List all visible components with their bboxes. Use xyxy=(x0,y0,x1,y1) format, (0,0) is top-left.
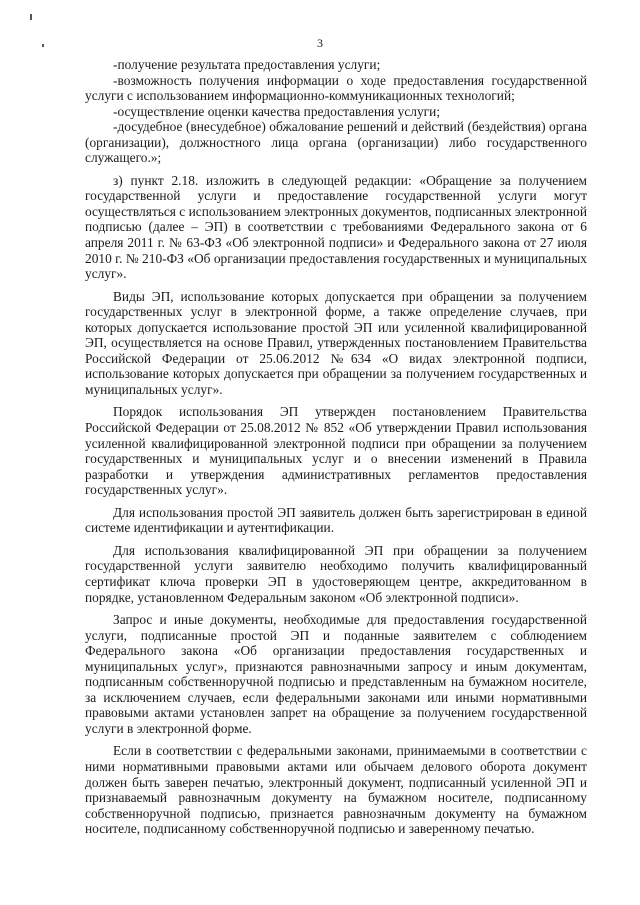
paragraph: Если в соответствии с федеральными законами, принимаемыми в соответствии с ними нормативными правовыми актами или обычаем делового оборота документ должен быть заверен печатью, электронный документ, подписанный усиленной ЭП и признаваемый равнозначным документу на бумажном носителе, подписанному собственноручной подписью, признается равнозначным документу на бумажном носителе, подписанному собственноручной подписью и заверенному печатью. xyxy=(85,743,587,837)
paragraph: Для использования квалифицированной ЭП при обращении за получением государственной услуги заявителю необходимо получить квалифицированный сертификат ключа проверки ЭП в удостоверяющем центре, аккредитованном в порядке, установленном Федеральным законом «Об электронной подписи». xyxy=(85,542,587,605)
paragraph: Запрос и иные документы, необходимые для предоставления государственной услуги, подписанные простой ЭП и поданные заявителем с соблюдением Федерального закона «Об организации предоставления государственных и муниципальных услуг», признаются равнозначными запросу и иным документам, подписанным собственноручной подписью и представленным на бумажном носителе, за исключением случаев, если федеральными законами или иными нормативными правовыми актами установлен запрет на обращение за получением государственной услуги в электронной форме. xyxy=(85,612,587,736)
paragraph: -получение результата предоставления услуги; xyxy=(113,57,381,72)
paragraph: -досудебное (внесудебное) обжалование решений и действий (бездействия) органа (организации), должностного лица органа (организации) либо государственного служащего.»; xyxy=(85,119,587,166)
scan-artifact xyxy=(30,14,32,20)
paragraph: -осуществление оценки качества предоставления услуги; xyxy=(113,103,441,119)
document-body xyxy=(85,57,587,837)
paragraph: Виды ЭП, использование которых допускается при обращении за получением государственных услуг в электронной форме, а также определение случаев, при которых допускается использование простой ЭП или усиленной квалифицированной ЭП, осуществляется на основе Правил, утвержденных постановлением Правительства Российской Федерации от 25.06.2012 №634 «О видах электронной подписи, использование которых допускается при обращении за получением государственных и муниципальных услуг». xyxy=(85,288,587,397)
page-number: 3 xyxy=(317,36,323,50)
paragraph: з) пункт 2.18. изложить в следующей редакции: «Обращение за получением государственной услуги и предоставление государственной услуги могут осуществляться с использованием электронных документов, подписанных электронной подписью (далее – ЭП) в соответствии с требованиями Федерального закона от 6 апреля 2011 г. № 63-ФЗ «Об электронной подписи» и Федерального закона от 27 июля 2010 г. № 210-ФЗ «Об организации предоставления государственных и муниципальных услуг». xyxy=(85,172,587,282)
paragraph: Порядок использования ЭП утвержден постановлением Правительства Российской Федерации от 25.08.2012 № 852 «Об утверждении Правил использования усиленной квалифицированной электронной подписи при обращении за получением государственных и муниципальных услуг и о внесении изменений в Правила разработки и утверждения административных регламентов предоставления государственных услуг». xyxy=(85,404,587,498)
paragraph: -возможность получения информации о ходе предоставления государственной услуги с использованием информационно-коммуникационных технологий; xyxy=(85,72,587,104)
paragraph: Для использования простой ЭП заявитель должен быть зарегистрирован в единой системе идентификации и аутентификации. xyxy=(85,504,587,536)
